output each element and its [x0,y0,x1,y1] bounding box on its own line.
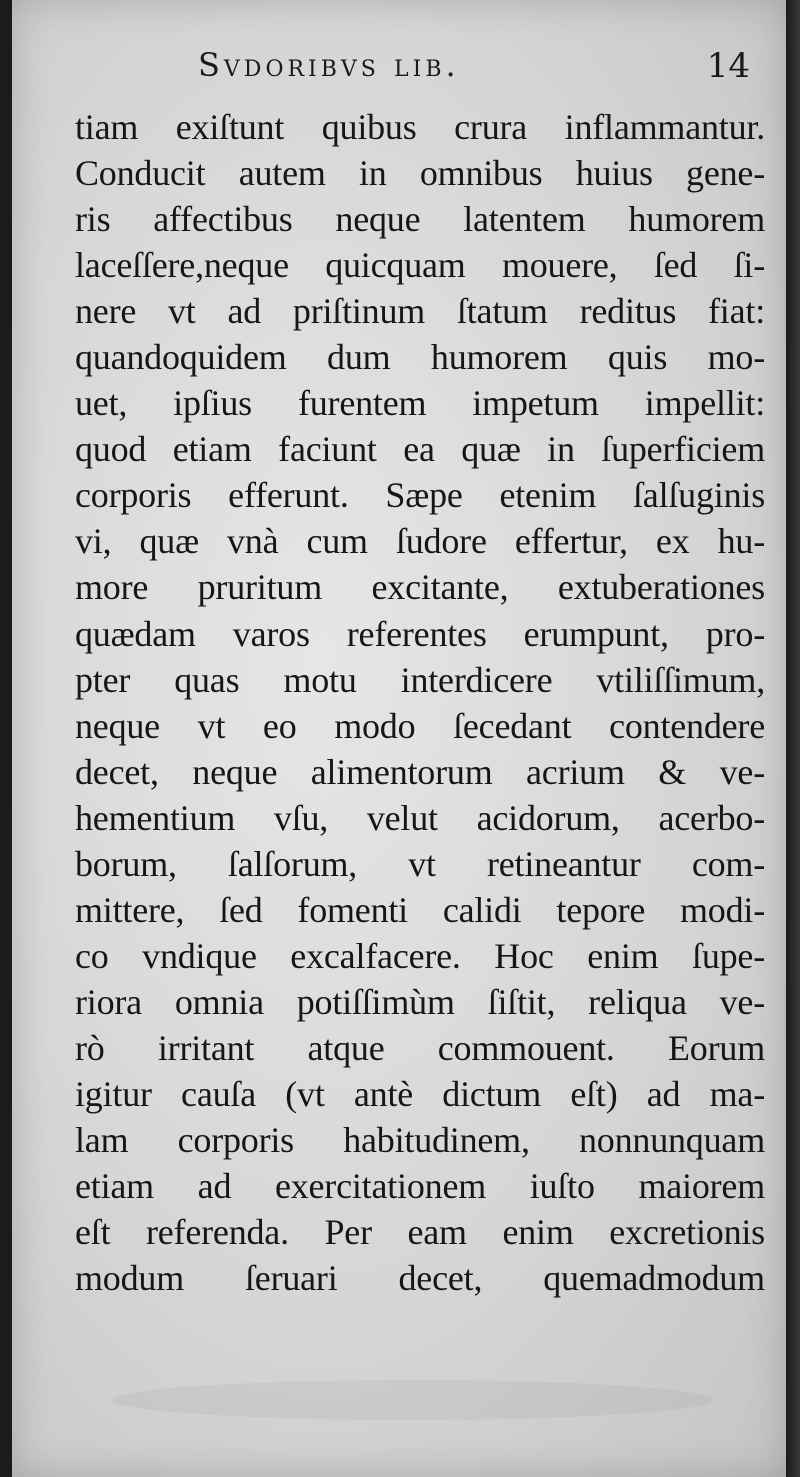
page-number: 14 [706,46,750,86]
text-line: Conducit autem in omnibus huius gene- [75,153,765,194]
paper-stain [112,1380,712,1420]
text-line: quandoquidem dum humorem quis mo- [75,337,765,378]
text-line: decet, neque alimentorum acrium & ve- [75,751,765,792]
text-line: borum, ſalſorum, vt retineantur com- [75,843,765,884]
text-line: ris affectibus neque latentem humorem [75,199,765,240]
text-line: mittere, ſed fomenti calidi tepore modi- [75,889,765,930]
text-line: nere vt ad priſtinum ſtatum reditus fiat: [75,291,765,332]
text-line: tiam exiſtunt quibus crura inflammantur. [75,107,765,147]
text-line: vi, quæ vnà cum ſudore effertur, ex hu- [75,521,765,562]
text-line: laceſſere,neque quicquam mouere, ſed ſi- [75,245,765,286]
running-head [72,46,752,96]
page-edge-shadow [786,0,800,1477]
text-line: more pruritum excitante, extuberationes [75,567,765,608]
text-line: eſt referenda. Per eam enim excretionis [75,1212,765,1253]
body-text [75,104,765,1301]
text-line: quædam varos referentes erumpunt, pro- [75,613,765,654]
running-title: Svdoribvs lib. [198,46,460,84]
text-line: corporis efferunt. Sæpe etenim ſalſuginis [75,475,765,516]
paper-sheet [12,0,787,1477]
text-line: riora omnia potiſſimùm ſiſtit, reliqua ve- [75,981,765,1022]
text-line: co vndique excalfacere. Hoc enim ſupe- [75,935,765,976]
text-line: modum ſeruari decet, quemadmodum [75,1258,765,1299]
text-line: uet, ipſius furentem impetum impellit: [75,383,765,424]
text-line: rò irritant atque commouent. Eorum [75,1027,765,1068]
text-line: pter quas motu interdicere vtiliſſimum, [75,659,765,700]
text-line: hementium vſu, velut acidorum, acerbo- [75,797,765,838]
text-line: neque vt eo modo ſecedant contendere [75,705,765,746]
text-line: quod etiam faciunt ea quæ in ſuperficiem [75,429,765,470]
text-line: etiam ad exercitationem iuſto maiorem [75,1166,765,1207]
text-line: igitur cauſa (vt antè dictum eſt) ad ma- [75,1073,765,1114]
text-line: lam corporis habitudinem, nonnunquam [75,1120,765,1161]
